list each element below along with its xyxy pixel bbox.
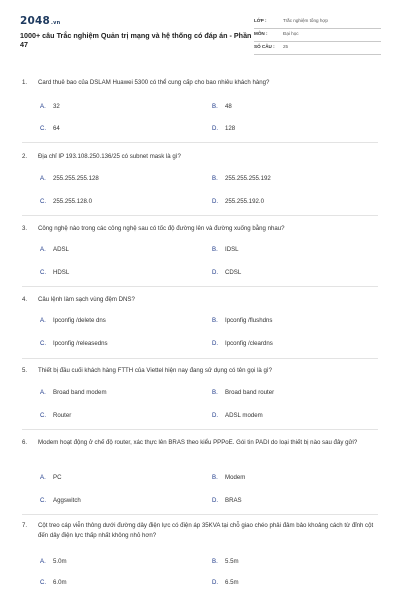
option-b[interactable] xyxy=(212,246,239,253)
option-letter: C. xyxy=(40,198,47,205)
meta-value: 25 xyxy=(283,44,289,49)
option-text: 5.5m xyxy=(225,558,239,565)
question-number: 1. xyxy=(22,79,28,86)
page-header xyxy=(0,0,400,62)
option-text: Ipconfig /cleardns xyxy=(225,340,273,347)
question-number: 6. xyxy=(22,439,28,446)
option-a[interactable] xyxy=(40,474,61,481)
question-stem xyxy=(22,521,382,541)
question-stem xyxy=(22,152,382,162)
option-letter: D. xyxy=(212,497,219,504)
option-text: PC xyxy=(53,474,62,481)
option-letter: B. xyxy=(212,474,218,481)
divider xyxy=(22,429,378,430)
option-b[interactable] xyxy=(212,474,245,481)
question-text: Cột treo cáp viễn thông dưới đường dây điện lực có điện áp 35KVA tại chỗ giao chéo phải đảm bảo khoảng cách từ đỉnh cột đến dây điện lực thấp nhất không nhỏ hơn? xyxy=(38,522,374,539)
meta-label: SỐ CÂU : xyxy=(254,44,275,49)
option-text: BRAS xyxy=(225,497,242,504)
option-c[interactable] xyxy=(40,412,71,419)
option-text: 48 xyxy=(225,103,232,110)
option-d[interactable] xyxy=(212,579,239,586)
option-d[interactable] xyxy=(212,198,264,205)
meta-row-count xyxy=(254,42,381,55)
option-text: Modem xyxy=(225,474,246,481)
meta-row-class xyxy=(254,16,381,29)
divider xyxy=(22,215,378,216)
option-letter: B. xyxy=(212,389,218,396)
option-letter: D. xyxy=(212,340,219,347)
question-text: Thiết bị đầu cuối khách hàng FTTH của Viettel hiện nay đang sử dụng có tên gọi là gì? xyxy=(38,367,272,374)
question-text: Card thuê bao của DSLAM Huawei 5300 có thể cung cấp cho bao nhiêu khách hàng? xyxy=(38,79,270,86)
question-number: 4. xyxy=(22,296,28,303)
option-c[interactable] xyxy=(40,198,92,205)
question-stem xyxy=(22,295,382,305)
option-text: 64 xyxy=(53,125,60,132)
meta-row-subject xyxy=(254,29,381,42)
divider xyxy=(22,286,378,287)
option-a[interactable] xyxy=(40,246,69,253)
option-letter: B. xyxy=(212,246,218,253)
question-stem xyxy=(22,438,382,448)
option-c[interactable] xyxy=(40,269,69,276)
option-text: Aggswitch xyxy=(53,497,81,504)
option-text: CDSL xyxy=(225,269,242,276)
option-text: IDSL xyxy=(225,246,239,253)
option-text: 255.255.255.128 xyxy=(53,175,99,182)
option-letter: B. xyxy=(212,103,218,110)
option-letter: C. xyxy=(40,340,47,347)
option-text: Ipconfig /flushdns xyxy=(225,317,273,324)
option-letter: D. xyxy=(212,269,219,276)
question-text: Câu lệnh làm sạch vùng đệm DNS? xyxy=(38,296,135,303)
option-letter: C. xyxy=(40,412,47,419)
document-meta xyxy=(254,16,381,55)
option-text: 6.5m xyxy=(225,579,239,586)
option-letter: C. xyxy=(40,497,47,504)
option-b[interactable] xyxy=(212,103,232,110)
option-text: Broad band modem xyxy=(53,389,107,396)
divider xyxy=(22,358,378,359)
option-a[interactable] xyxy=(40,175,99,182)
question-number: 5. xyxy=(22,367,28,374)
option-letter: A. xyxy=(40,103,46,110)
option-letter: D. xyxy=(212,198,219,205)
meta-label: MÔN : xyxy=(254,31,268,36)
option-c[interactable] xyxy=(40,340,108,347)
option-letter: D. xyxy=(212,125,219,132)
option-text: 255.255.128.0 xyxy=(53,198,92,205)
option-c[interactable] xyxy=(40,497,81,504)
option-text: ADSL xyxy=(53,246,69,253)
option-letter: A. xyxy=(40,389,46,396)
option-letter: C. xyxy=(40,579,47,586)
option-letter: C. xyxy=(40,125,47,132)
document-title: 1000+ câu Trắc nghiệm Quản trị mạng và hệ thống có đáp án - Phần 47 xyxy=(20,31,252,49)
option-text: Ipconfig /delete dns xyxy=(53,317,106,324)
option-letter: D. xyxy=(212,579,219,586)
option-b[interactable] xyxy=(212,317,272,324)
option-letter: C. xyxy=(40,269,47,276)
option-b[interactable] xyxy=(212,389,274,396)
option-text: 6.0m xyxy=(53,579,67,586)
option-text: 32 xyxy=(53,103,60,110)
option-text: 5.0m xyxy=(53,558,67,565)
option-text: Router xyxy=(53,412,72,419)
site-logo[interactable] xyxy=(20,15,60,27)
option-letter: A. xyxy=(40,246,46,253)
question-number: 2. xyxy=(22,153,28,160)
option-a[interactable] xyxy=(40,389,107,396)
option-d[interactable] xyxy=(212,125,235,132)
option-text: Ipconfig /releasedns xyxy=(53,340,108,347)
option-letter: B. xyxy=(212,558,218,565)
option-a[interactable] xyxy=(40,103,60,110)
question-stem xyxy=(22,366,382,376)
option-a[interactable] xyxy=(40,317,106,324)
question-number: 7. xyxy=(22,522,28,529)
option-a[interactable] xyxy=(40,558,67,565)
option-d[interactable] xyxy=(212,412,263,419)
option-d[interactable] xyxy=(212,497,242,504)
option-b[interactable] xyxy=(212,175,271,182)
option-c[interactable] xyxy=(40,579,67,586)
option-b[interactable] xyxy=(212,558,239,565)
option-d[interactable] xyxy=(212,269,241,276)
option-letter: D. xyxy=(212,412,219,419)
divider xyxy=(22,514,378,515)
meta-value: Trắc nghiệm tổng hợp xyxy=(283,18,328,23)
option-letter: A. xyxy=(40,474,46,481)
option-d[interactable] xyxy=(212,340,273,347)
question-number: 3. xyxy=(22,225,28,232)
logo-text: 2048 xyxy=(20,15,51,27)
option-text: Broad band router xyxy=(225,389,275,396)
question-text: Công nghệ nào trong các công nghệ sau có tốc độ đường lên và đường xuống bằng nhau? xyxy=(38,225,285,232)
question-stem xyxy=(22,78,382,88)
option-text: 255.255.192.0 xyxy=(225,198,264,205)
question-text: Địa chỉ IP 193.108.250.136/25 có subnet mask là gì? xyxy=(38,153,181,160)
logo-suffix: .vn xyxy=(51,20,61,26)
meta-value: Đại học xyxy=(283,31,299,36)
option-letter: A. xyxy=(40,558,46,565)
option-text: 128 xyxy=(225,125,236,132)
meta-label: LỚP : xyxy=(254,18,267,23)
option-letter: A. xyxy=(40,175,46,182)
option-letter: A. xyxy=(40,317,46,324)
option-letter: B. xyxy=(212,317,218,324)
option-text: ADSL modem xyxy=(225,412,263,419)
divider xyxy=(22,142,378,143)
question-text: Modem hoạt động ở chế độ router, xác thực lên BRAS theo kiểu PPPoE. Gói tin PADI do loại thiết bị nào sau đây gửi? xyxy=(38,439,358,446)
option-text: 255.255.255.192 xyxy=(225,175,271,182)
option-letter: B. xyxy=(212,175,218,182)
option-c[interactable] xyxy=(40,125,60,132)
question-stem xyxy=(22,224,382,234)
option-text: HDSL xyxy=(53,269,70,276)
